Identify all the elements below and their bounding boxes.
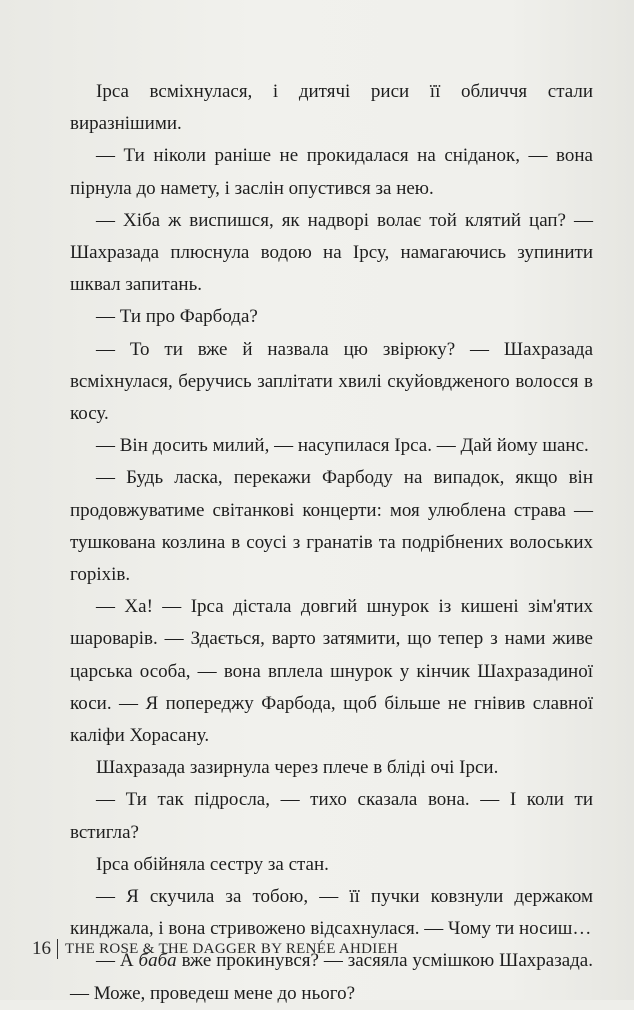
text-run: вже прокинувся? — засяяла усмішкою Шахразада. — Може, проведеш мене до нього? [70,950,593,1004]
paragraph: Шахразада зазирнула через плече в бліді очі Ірси. [96,757,499,779]
paragraph: — Ти ніколи раніше не прокидалася на сніданок, — вона пірнула до намету, і заслін опустився за нею. [70,145,593,199]
footer-divider [57,939,58,959]
paragraph: — Хіба ж виспишся, як надворі волає той клятий цап? — Шахразада плюснула водою на Ірсу, намагаючись зупинити шквал запитань. [70,209,593,296]
paragraph: — Ти так підросла, — тихо сказала вона. — І коли ти встигла? [70,789,593,843]
paragraph: — То ти вже й назвала цю звірюку? — Шахразада всміхнулася, беручись заплітати хвилі скуйовдженого волосся в косу. [70,338,593,425]
body-text [70,76,593,1010]
paragraph: — Я скучила за тобою, — її пучки ковзнули держаком кинджала, і вона стривожено відсахнулася. — Чому ти носиш… [70,886,593,940]
paragraph: — Будь ласка, перекажи Фарбоду на випадок, якщо він продовжуватиме світанкові концерти: моя улюблена страва — тушкована козлина в соусі з гранатів та подрібнених волоських горіхів. [70,467,593,586]
paragraph: — Він досить милий, — насупилася Ірса. — Дай йому шанс. [96,435,589,457]
page-footer [32,936,398,962]
text-run: — А [96,950,139,972]
running-title: THE ROSE & THE DAGGER BY RENÉE AHDIEH [65,940,399,957]
page-number: 16 [32,938,51,959]
paragraph: Ірса обійняла сестру за стан. [96,853,329,875]
paragraph: — Ха! — Ірса дістала довгий шнурок із кишені зім'ятих шароварів. — Здається, варто затямити, що тепер з нами живе царська особа, — вона вплела шнурок у кінчик Шахразадиної коси. — Я попереджу Фарбода, щоб більше не гнівив славної каліфи Хорасану. [70,596,593,747]
paragraph: — Ти про Фарбода? [96,306,258,328]
paragraph: Ірса всміхнулася, і дитячі риси її обличчя стали виразнішими. [70,81,593,135]
emphasized-word: баба [138,950,177,972]
